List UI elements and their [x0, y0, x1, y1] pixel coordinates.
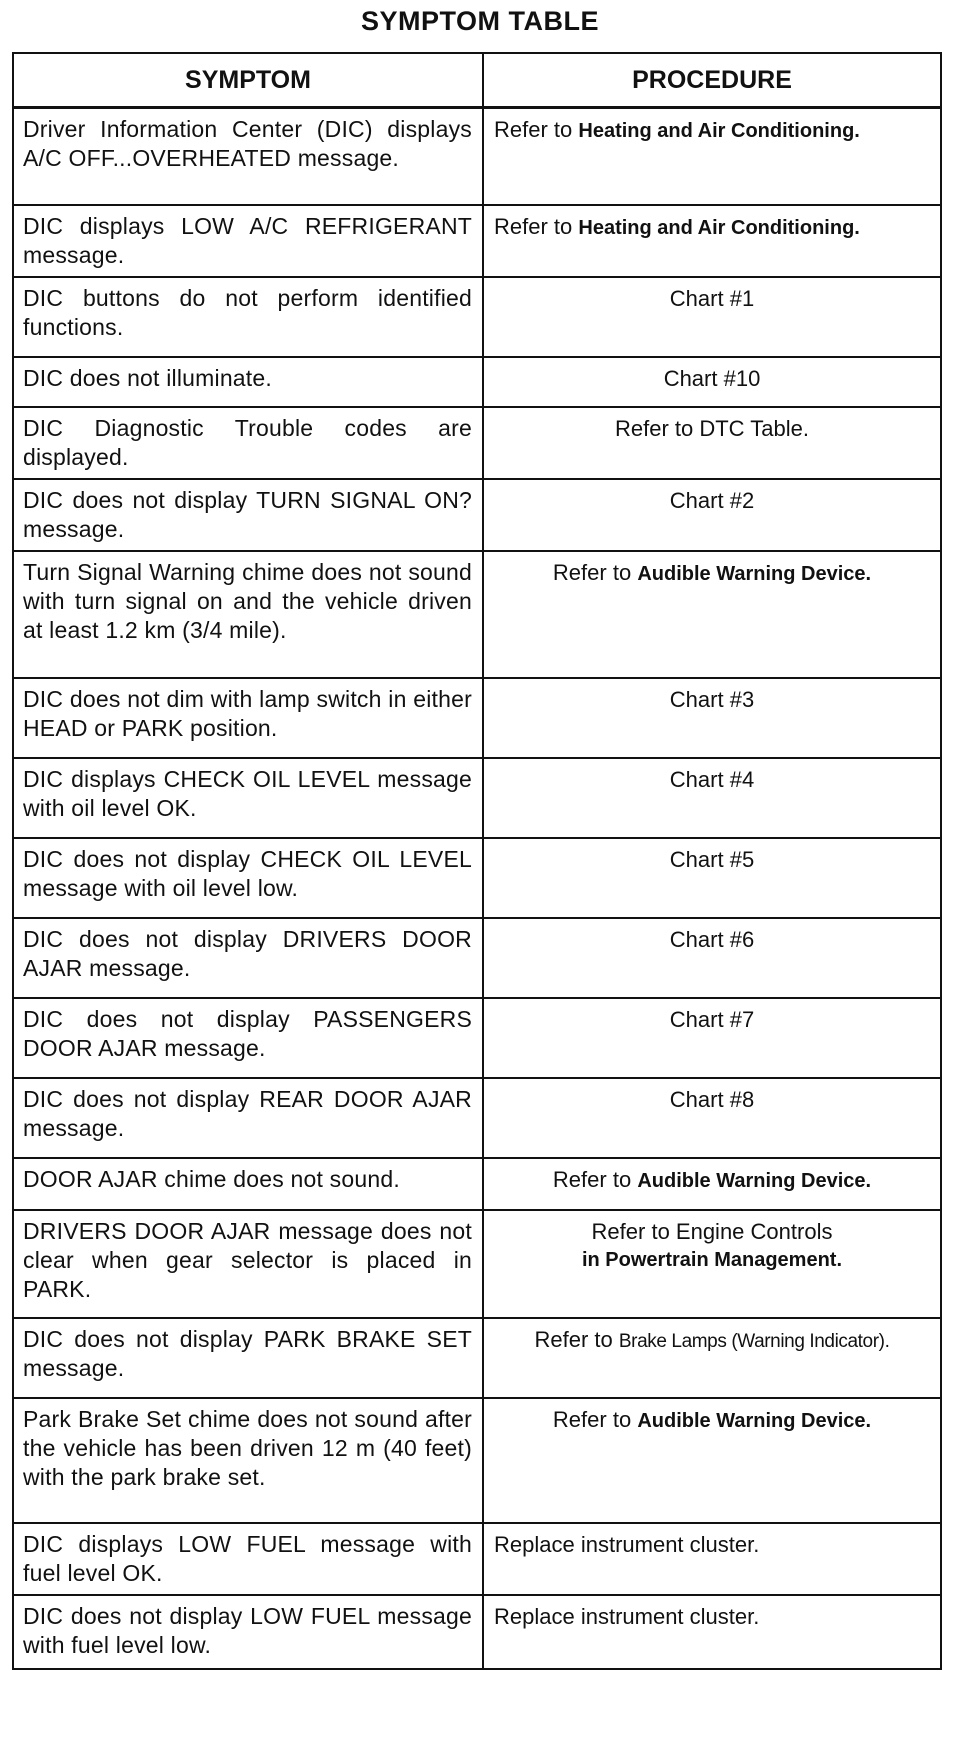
symptom-cell: DIC does not dim with lamp switch in either HEAD or PARK position. — [13, 678, 483, 758]
symptom-cell: Turn Signal Warning chime does not sound with turn signal on and the vehicle driven at least 1.2 km (3/4 mile). — [13, 551, 483, 678]
table-row — [13, 108, 941, 205]
symptom-table — [12, 52, 942, 1670]
procedure-text: Refer to — [552, 1406, 632, 1432]
procedure-reference: Heating and Air Conditioning. — [578, 216, 860, 239]
table-row — [13, 758, 941, 838]
procedure-cell — [483, 678, 941, 758]
procedure-cell — [483, 1318, 941, 1398]
procedure-cell — [483, 407, 941, 479]
table-row — [13, 1078, 941, 1158]
table-row — [13, 357, 941, 407]
procedure-cell — [483, 357, 941, 407]
procedure-cell — [483, 108, 941, 205]
table-row — [13, 1595, 941, 1669]
symptom-cell: Driver Information Center (DIC) displays A/C OFF...OVERHEATED message. — [13, 108, 483, 205]
procedure-text: Refer to — [494, 213, 573, 239]
symptom-cell: DIC does not display PASSENGERS DOOR AJAR message. — [13, 998, 483, 1078]
table-row — [13, 205, 941, 277]
table-row — [13, 1523, 941, 1595]
procedure-reference: Audible Warning Device. — [637, 1169, 872, 1192]
procedure-cell — [483, 1158, 941, 1210]
procedure-cell — [483, 838, 941, 918]
header-row — [13, 53, 941, 108]
symptom-cell: Park Brake Set chime does not sound after the vehicle has been driven 12 m (40 feet) with the park brake set. — [13, 1398, 483, 1523]
table-row — [13, 1210, 941, 1318]
symptom-cell: DIC does not display TURN SIGNAL ON? message. — [13, 479, 483, 551]
procedure-header: PROCEDURE — [483, 53, 941, 108]
procedure-text: Chart #10 — [663, 365, 761, 391]
procedure-cell — [483, 758, 941, 838]
procedure-text: Replace instrument cluster. — [494, 1603, 760, 1629]
procedure-cell — [483, 1398, 941, 1523]
procedure-text: Chart #5 — [669, 846, 755, 872]
procedure-reference: Heating and Air Conditioning. — [578, 120, 860, 142]
procedure-cell — [483, 918, 941, 998]
table-row — [13, 1398, 941, 1523]
symptom-cell: DIC displays LOW A/C REFRIGERANT message. — [13, 205, 483, 277]
procedure-text: Chart #7 — [669, 1006, 755, 1032]
table-row — [13, 277, 941, 357]
procedure-text: Chart #3 — [669, 686, 755, 712]
procedure-cell — [483, 998, 941, 1078]
procedure-cell — [483, 551, 941, 678]
table-row — [13, 407, 941, 479]
table-row — [13, 998, 941, 1078]
procedure-reference: Audible Warning Device. — [637, 562, 872, 585]
symptom-cell: DIC does not display DRIVERS DOOR AJAR message. — [13, 918, 483, 998]
symptom-cell: DIC Diagnostic Trouble codes are displayed. — [13, 407, 483, 479]
symptom-cell: DIC does not display CHECK OIL LEVEL message with oil level low. — [13, 838, 483, 918]
symptom-cell: DRIVERS DOOR AJAR message does not clear when gear selector is placed in PARK. — [13, 1210, 483, 1318]
procedure-text: Chart #1 — [669, 285, 755, 311]
symptom-cell: DIC does not illuminate. — [13, 357, 483, 407]
procedure-text: Refer to — [552, 559, 632, 585]
procedure-reference: Brake Lamps (Warning Indicator). — [618, 1330, 890, 1352]
procedure-text: Chart #4 — [669, 766, 755, 792]
procedure-cell — [483, 1595, 941, 1669]
procedure-cell — [483, 277, 941, 357]
procedure-cell — [483, 205, 941, 277]
procedure-text: Refer to — [552, 1166, 632, 1192]
table-row — [13, 678, 941, 758]
symptom-cell: DOOR AJAR chime does not sound. — [13, 1158, 483, 1210]
table-row — [13, 479, 941, 551]
procedure-cell — [483, 1523, 941, 1595]
procedure-text: Chart #6 — [669, 926, 755, 952]
procedure-text: Chart #2 — [669, 487, 755, 513]
symptom-cell: DIC displays LOW FUEL message with fuel level OK. — [13, 1523, 483, 1595]
procedure-text: Refer to DTC Table. — [614, 415, 809, 441]
procedure-text: Replace instrument cluster. — [494, 1531, 760, 1557]
symptom-cell: DIC buttons do not perform identified functions. — [13, 277, 483, 357]
symptom-cell: DIC does not display REAR DOOR AJAR message. — [13, 1078, 483, 1158]
procedure-cell — [483, 1078, 941, 1158]
table-row — [13, 1158, 941, 1210]
procedure-reference: in Powertrain Management. — [581, 1248, 843, 1271]
procedure-reference: Audible Warning Device. — [637, 1409, 872, 1432]
table-row — [13, 1318, 941, 1398]
procedure-cell — [483, 479, 941, 551]
page-title: SYMPTOM TABLE — [360, 6, 599, 36]
procedure-text: Refer to — [534, 1326, 613, 1352]
procedure-text: Refer to — [494, 117, 573, 142]
symptom-cell: DIC does not display LOW FUEL message with fuel level low. — [13, 1595, 483, 1669]
table-row — [13, 551, 941, 678]
symptom-header: SYMPTOM — [13, 53, 483, 108]
table-row — [13, 918, 941, 998]
symptom-cell: DIC does not display PARK BRAKE SET message. — [13, 1318, 483, 1398]
table-row — [13, 838, 941, 918]
symptom-cell: DIC displays CHECK OIL LEVEL message with oil level OK. — [13, 758, 483, 838]
procedure-text: Refer to Engine Controls — [591, 1218, 833, 1244]
procedure-text: Chart #8 — [669, 1086, 755, 1112]
procedure-cell — [483, 1210, 941, 1318]
